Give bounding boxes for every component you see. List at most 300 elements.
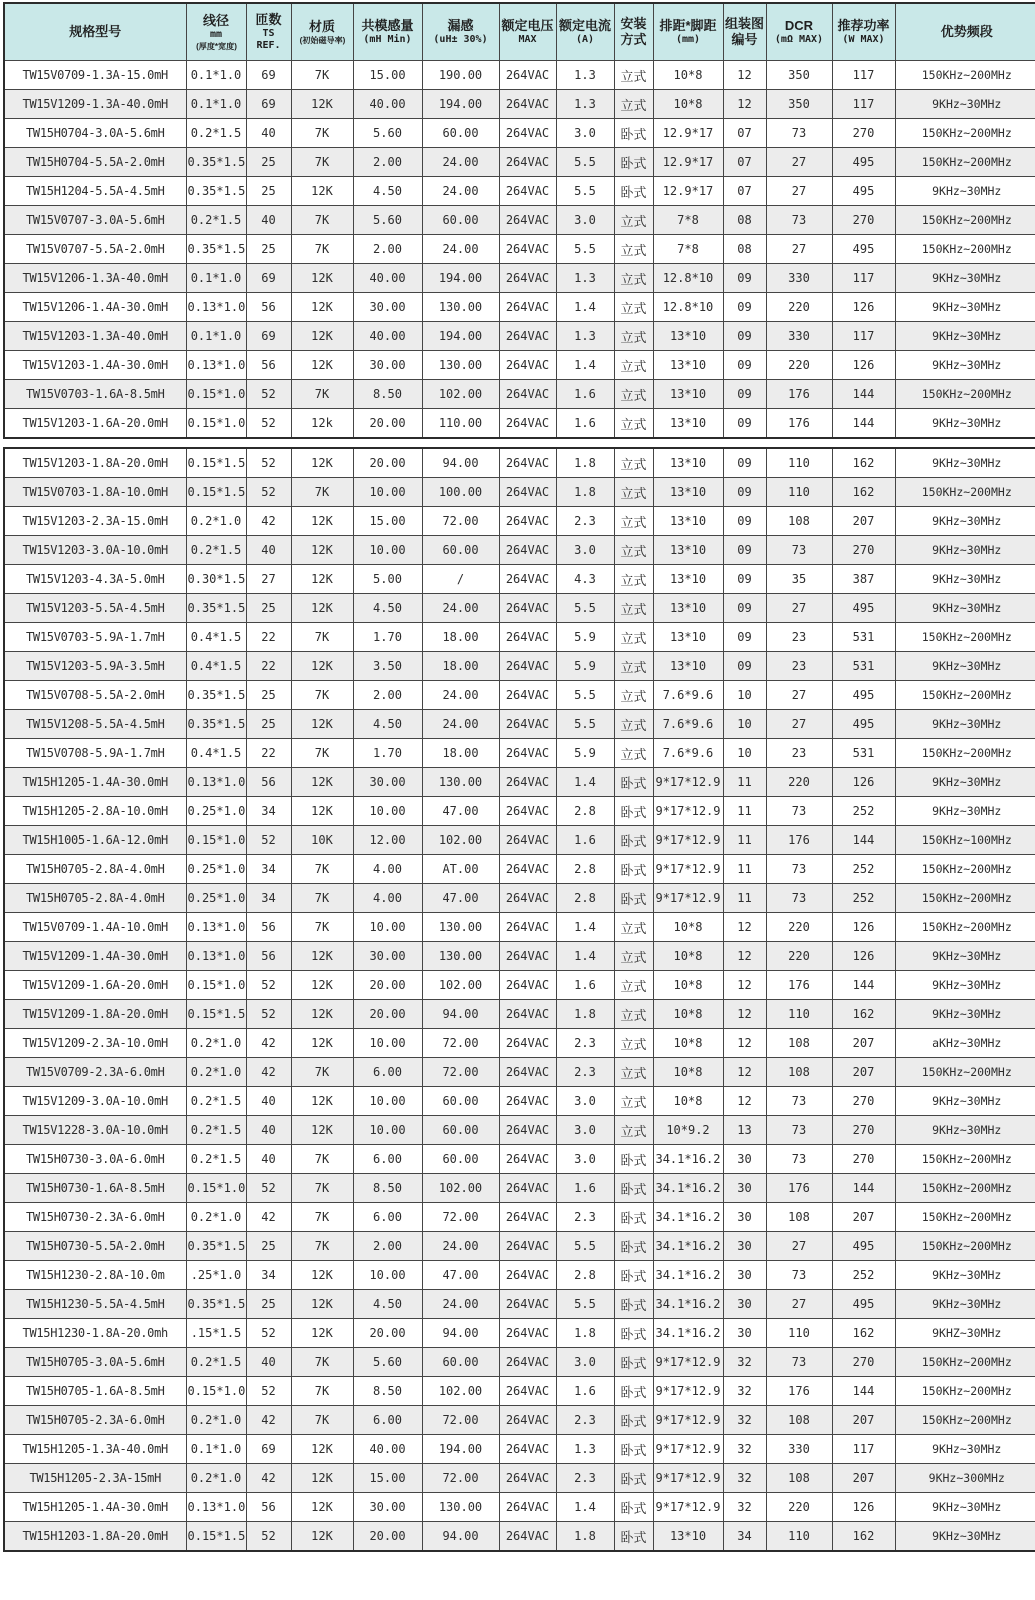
table-row xyxy=(4,351,1035,380)
cell-dcr: 73 xyxy=(766,1145,832,1174)
table-row xyxy=(4,206,1035,235)
cell-mount: 卧式 xyxy=(614,884,653,913)
cell-wire: .15*1.5 xyxy=(186,1319,246,1348)
cell-cm_inductance: 40.00 xyxy=(353,90,422,119)
cell-dcr: 73 xyxy=(766,1348,832,1377)
cell-current: 1.4 xyxy=(556,768,614,797)
cell-voltage: 264VAC xyxy=(499,380,556,409)
cell-power: 252 xyxy=(832,855,895,884)
cell-cm_inductance: 30.00 xyxy=(353,1493,422,1522)
table-body-block-1 xyxy=(4,61,1035,439)
cell-model: TW15V1228-3.0A-10.0mH xyxy=(4,1116,186,1145)
cell-voltage: 264VAC xyxy=(499,1000,556,1029)
cell-mount: 立式 xyxy=(614,322,653,351)
cell-material: 12K xyxy=(291,1087,353,1116)
cell-mount: 卧式 xyxy=(614,148,653,177)
cell-current: 5.9 xyxy=(556,623,614,652)
cell-dcr: 110 xyxy=(766,1319,832,1348)
cell-power: 144 xyxy=(832,971,895,1000)
cell-power: 207 xyxy=(832,1406,895,1435)
cell-material: 7K xyxy=(291,1377,353,1406)
cell-power: 495 xyxy=(832,710,895,739)
cell-current: 2.3 xyxy=(556,1464,614,1493)
cell-cm_inductance: 6.00 xyxy=(353,1203,422,1232)
cell-leakage: 24.00 xyxy=(422,1232,499,1261)
cell-power: 207 xyxy=(832,1203,895,1232)
table-row xyxy=(4,913,1035,942)
cell-drawing_no: 08 xyxy=(723,235,766,264)
cell-current: 5.5 xyxy=(556,235,614,264)
cell-material: 12k xyxy=(291,409,353,439)
cell-material: 7K xyxy=(291,1145,353,1174)
cell-band: 150KHz~200MHz xyxy=(895,235,1035,264)
cell-leakage: 72.00 xyxy=(422,1464,499,1493)
cell-wire: 0.2*1.5 xyxy=(186,536,246,565)
cell-pitch: 10*8 xyxy=(653,1029,723,1058)
cell-pitch: 13*10 xyxy=(653,448,723,478)
cell-material: 12K xyxy=(291,797,353,826)
cell-voltage: 264VAC xyxy=(499,1116,556,1145)
cell-band: 9KHz~30MHz xyxy=(895,322,1035,351)
cell-mount: 立式 xyxy=(614,623,653,652)
cell-leakage: 72.00 xyxy=(422,507,499,536)
cell-drawing_no: 09 xyxy=(723,448,766,478)
table-body-block-2 xyxy=(4,448,1035,1551)
cell-voltage: 264VAC xyxy=(499,293,556,322)
cell-band: 9KHz~30MHz xyxy=(895,409,1035,439)
cell-turns: 42 xyxy=(246,1203,291,1232)
cell-material: 7K xyxy=(291,1058,353,1087)
cell-power: 270 xyxy=(832,1145,895,1174)
cell-power: 270 xyxy=(832,1087,895,1116)
cell-model: TW15V1203-5.5A-4.5mH xyxy=(4,594,186,623)
cell-power: 162 xyxy=(832,478,895,507)
cell-band: 9KHz~30MHz xyxy=(895,652,1035,681)
cell-cm_inductance: 40.00 xyxy=(353,322,422,351)
cell-drawing_no: 11 xyxy=(723,768,766,797)
cell-drawing_no: 09 xyxy=(723,264,766,293)
cell-band: 150KHz~200MHz xyxy=(895,1203,1035,1232)
cell-leakage: 24.00 xyxy=(422,594,499,623)
cell-material: 12K xyxy=(291,351,353,380)
cell-band: 9KHz~30MHz xyxy=(895,536,1035,565)
cell-cm_inductance: 2.00 xyxy=(353,681,422,710)
cell-material: 7K xyxy=(291,148,353,177)
cell-cm_inductance: 4.00 xyxy=(353,855,422,884)
cell-cm_inductance: 10.00 xyxy=(353,1116,422,1145)
cell-current: 1.6 xyxy=(556,409,614,439)
cell-band: 150KHz~200MHz xyxy=(895,855,1035,884)
cell-pitch: 9*17*12.9 xyxy=(653,1348,723,1377)
cell-wire: 0.4*1.5 xyxy=(186,623,246,652)
cell-voltage: 264VAC xyxy=(499,1290,556,1319)
cell-pitch: 34.1*16.2 xyxy=(653,1145,723,1174)
cell-band: 9KHz~30MHz xyxy=(895,90,1035,119)
cell-turns: 56 xyxy=(246,913,291,942)
cell-band: 150KHz~200MHz xyxy=(895,1058,1035,1087)
cell-pitch: 13*10 xyxy=(653,507,723,536)
cell-voltage: 264VAC xyxy=(499,351,556,380)
cell-leakage: 94.00 xyxy=(422,1000,499,1029)
cell-wire: 0.2*1.0 xyxy=(186,507,246,536)
cell-leakage: 47.00 xyxy=(422,797,499,826)
cell-turns: 69 xyxy=(246,90,291,119)
cell-wire: 0.25*1.0 xyxy=(186,884,246,913)
cell-power: 531 xyxy=(832,739,895,768)
cell-current: 1.6 xyxy=(556,1377,614,1406)
cell-leakage: 24.00 xyxy=(422,1290,499,1319)
cell-power: 387 xyxy=(832,565,895,594)
cell-leakage: 190.00 xyxy=(422,61,499,90)
cell-leakage: 72.00 xyxy=(422,1406,499,1435)
cell-cm_inductance: 30.00 xyxy=(353,293,422,322)
cell-model: TW15V1209-3.0A-10.0mH xyxy=(4,1087,186,1116)
cell-current: 3.0 xyxy=(556,206,614,235)
cell-cm_inductance: 30.00 xyxy=(353,768,422,797)
cell-pitch: 9*17*12.9 xyxy=(653,768,723,797)
cell-dcr: 350 xyxy=(766,61,832,90)
cell-power: 117 xyxy=(832,90,895,119)
cell-drawing_no: 32 xyxy=(723,1493,766,1522)
cell-current: 1.4 xyxy=(556,913,614,942)
cell-leakage: 24.00 xyxy=(422,710,499,739)
cell-current: 1.8 xyxy=(556,478,614,507)
cell-leakage: 94.00 xyxy=(422,448,499,478)
cell-drawing_no: 10 xyxy=(723,739,766,768)
cell-dcr: 220 xyxy=(766,351,832,380)
cell-cm_inductance: 6.00 xyxy=(353,1406,422,1435)
cell-wire: 0.35*1.5 xyxy=(186,148,246,177)
cell-leakage: 60.00 xyxy=(422,536,499,565)
table-row xyxy=(4,710,1035,739)
cell-material: 7K xyxy=(291,235,353,264)
cell-voltage: 264VAC xyxy=(499,61,556,90)
cell-voltage: 264VAC xyxy=(499,206,556,235)
cell-cm_inductance: 10.00 xyxy=(353,536,422,565)
cell-drawing_no: 30 xyxy=(723,1145,766,1174)
cell-leakage: 60.00 xyxy=(422,206,499,235)
cell-pitch: 13*10 xyxy=(653,565,723,594)
cell-band: 9KHz~30MHz xyxy=(895,971,1035,1000)
cell-leakage: 110.00 xyxy=(422,409,499,439)
table-row xyxy=(4,478,1035,507)
cell-voltage: 264VAC xyxy=(499,1348,556,1377)
cell-cm_inductance: 8.50 xyxy=(353,380,422,409)
cell-dcr: 110 xyxy=(766,448,832,478)
cell-voltage: 264VAC xyxy=(499,1319,556,1348)
cell-current: 3.0 xyxy=(556,119,614,148)
cell-pitch: 12.9*17 xyxy=(653,148,723,177)
cell-wire: 0.13*1.0 xyxy=(186,942,246,971)
cell-voltage: 264VAC xyxy=(499,177,556,206)
cell-dcr: 110 xyxy=(766,478,832,507)
cell-model: TW15V1206-1.3A-40.0mH xyxy=(4,264,186,293)
cell-wire: 0.15*1.5 xyxy=(186,1522,246,1552)
cell-current: 1.3 xyxy=(556,264,614,293)
cell-pitch: 34.1*16.2 xyxy=(653,1319,723,1348)
cell-leakage: 194.00 xyxy=(422,264,499,293)
cell-material: 12K xyxy=(291,768,353,797)
cell-mount: 立式 xyxy=(614,409,653,439)
cell-wire: 0.4*1.5 xyxy=(186,739,246,768)
table-row xyxy=(4,1145,1035,1174)
cell-drawing_no: 09 xyxy=(723,565,766,594)
cell-mount: 卧式 xyxy=(614,1464,653,1493)
cell-band: 150KHz~200MHz xyxy=(895,206,1035,235)
cell-pitch: 7.6*9.6 xyxy=(653,681,723,710)
cell-model: TW15H0704-5.5A-2.0mH xyxy=(4,148,186,177)
cell-dcr: 108 xyxy=(766,1464,832,1493)
cell-leakage: 130.00 xyxy=(422,293,499,322)
cell-model: TW15V0709-1.4A-10.0mH xyxy=(4,913,186,942)
cell-wire: 0.1*1.0 xyxy=(186,90,246,119)
cell-turns: 34 xyxy=(246,1261,291,1290)
cell-voltage: 264VAC xyxy=(499,264,556,293)
cell-turns: 56 xyxy=(246,1493,291,1522)
cell-band: 9KHz~30MHz xyxy=(895,1261,1035,1290)
cell-drawing_no: 09 xyxy=(723,536,766,565)
column-header-pitch: 排距*脚距 (mm) xyxy=(653,3,723,61)
cell-wire: 0.15*1.0 xyxy=(186,1377,246,1406)
cell-cm_inductance: 8.50 xyxy=(353,1174,422,1203)
cell-dcr: 220 xyxy=(766,942,832,971)
cell-material: 12K xyxy=(291,1464,353,1493)
cell-current: 2.8 xyxy=(556,797,614,826)
cell-material: 7K xyxy=(291,1232,353,1261)
column-header-cm_inductance: 共模感量 (mH Min) xyxy=(353,3,422,61)
cell-cm_inductance: 5.60 xyxy=(353,119,422,148)
cell-dcr: 23 xyxy=(766,739,832,768)
cell-band: 150KHz~200MHz xyxy=(895,380,1035,409)
cell-mount: 卧式 xyxy=(614,1290,653,1319)
cell-voltage: 264VAC xyxy=(499,826,556,855)
cell-model: TW15H1203-1.8A-20.0mH xyxy=(4,1522,186,1552)
cell-turns: 25 xyxy=(246,177,291,206)
block-divider xyxy=(3,439,1032,447)
cell-band: 9KHz~30MHz xyxy=(895,293,1035,322)
cell-leakage: 102.00 xyxy=(422,1174,499,1203)
cell-drawing_no: 07 xyxy=(723,177,766,206)
cell-power: 495 xyxy=(832,235,895,264)
cell-dcr: 23 xyxy=(766,652,832,681)
cell-wire: 0.35*1.5 xyxy=(186,1290,246,1319)
cell-turns: 34 xyxy=(246,797,291,826)
column-header-current: 额定电流 (A) xyxy=(556,3,614,61)
cell-drawing_no: 32 xyxy=(723,1348,766,1377)
cell-voltage: 264VAC xyxy=(499,942,556,971)
cell-material: 7K xyxy=(291,1406,353,1435)
cell-wire: 0.35*1.5 xyxy=(186,1232,246,1261)
table-row xyxy=(4,565,1035,594)
cell-pitch: 13*10 xyxy=(653,409,723,439)
cell-material: 7K xyxy=(291,1203,353,1232)
cell-voltage: 264VAC xyxy=(499,1087,556,1116)
cell-dcr: 220 xyxy=(766,293,832,322)
cell-voltage: 264VAC xyxy=(499,1522,556,1552)
cell-current: 1.8 xyxy=(556,448,614,478)
cell-wire: 0.2*1.0 xyxy=(186,1058,246,1087)
cell-band: 9KHz~30MHz xyxy=(895,1000,1035,1029)
cell-wire: 0.13*1.0 xyxy=(186,1493,246,1522)
cell-turns: 52 xyxy=(246,826,291,855)
cell-drawing_no: 07 xyxy=(723,148,766,177)
cell-model: TW15H1205-1.4A-30.0mH xyxy=(4,768,186,797)
cell-material: 7K xyxy=(291,884,353,913)
cell-material: 7K xyxy=(291,206,353,235)
cell-pitch: 9*17*12.9 xyxy=(653,1435,723,1464)
table-row xyxy=(4,1290,1035,1319)
cell-turns: 40 xyxy=(246,206,291,235)
cell-dcr: 27 xyxy=(766,235,832,264)
cell-wire: 0.4*1.5 xyxy=(186,652,246,681)
cell-leakage: 102.00 xyxy=(422,380,499,409)
table-header xyxy=(4,3,1035,61)
cell-drawing_no: 11 xyxy=(723,884,766,913)
cell-cm_inductance: 8.50 xyxy=(353,1377,422,1406)
cell-material: 12K xyxy=(291,177,353,206)
cell-dcr: 73 xyxy=(766,1087,832,1116)
cell-wire: 0.1*1.0 xyxy=(186,322,246,351)
cell-drawing_no: 32 xyxy=(723,1406,766,1435)
cell-mount: 立式 xyxy=(614,264,653,293)
cell-voltage: 264VAC xyxy=(499,768,556,797)
cell-model: TW15H0730-1.6A-8.5mH xyxy=(4,1174,186,1203)
cell-current: 4.3 xyxy=(556,565,614,594)
cell-drawing_no: 30 xyxy=(723,1290,766,1319)
cell-model: TW15V1208-5.5A-4.5mH xyxy=(4,710,186,739)
cell-dcr: 176 xyxy=(766,380,832,409)
cell-material: 7K xyxy=(291,623,353,652)
cell-power: 495 xyxy=(832,1290,895,1319)
cell-wire: 0.2*1.5 xyxy=(186,1087,246,1116)
table-row xyxy=(4,177,1035,206)
cell-wire: 0.25*1.0 xyxy=(186,855,246,884)
cell-model: TW15H1205-1.4A-30.0mH xyxy=(4,1493,186,1522)
cell-material: 12K xyxy=(291,448,353,478)
cell-model: TW15V1203-1.6A-20.0mH xyxy=(4,409,186,439)
cell-power: 207 xyxy=(832,1058,895,1087)
cell-dcr: 220 xyxy=(766,768,832,797)
cell-cm_inductance: 12.00 xyxy=(353,826,422,855)
cell-turns: 40 xyxy=(246,536,291,565)
cell-pitch: 13*10 xyxy=(653,1522,723,1552)
cell-power: 126 xyxy=(832,942,895,971)
cell-turns: 40 xyxy=(246,1116,291,1145)
cell-mount: 立式 xyxy=(614,536,653,565)
cell-pitch: 10*8 xyxy=(653,971,723,1000)
cell-pitch: 34.1*16.2 xyxy=(653,1261,723,1290)
cell-model: TW15V0703-5.9A-1.7mH xyxy=(4,623,186,652)
cell-dcr: 176 xyxy=(766,1377,832,1406)
cell-model: TW15H0705-1.6A-8.5mH xyxy=(4,1377,186,1406)
cell-voltage: 264VAC xyxy=(499,855,556,884)
cell-power: 495 xyxy=(832,177,895,206)
cell-band: 150KHz~200MHz xyxy=(895,1174,1035,1203)
cell-drawing_no: 11 xyxy=(723,855,766,884)
cell-current: 1.4 xyxy=(556,293,614,322)
cell-power: 144 xyxy=(832,1174,895,1203)
table-row xyxy=(4,148,1035,177)
cell-pitch: 10*8 xyxy=(653,61,723,90)
cell-model: TW15H1230-5.5A-4.5mH xyxy=(4,1290,186,1319)
cell-pitch: 13*10 xyxy=(653,536,723,565)
cell-current: 5.9 xyxy=(556,739,614,768)
cell-mount: 立式 xyxy=(614,1116,653,1145)
cell-band: 150KHz~200MHz xyxy=(895,1145,1035,1174)
cell-current: 1.6 xyxy=(556,1174,614,1203)
cell-voltage: 264VAC xyxy=(499,148,556,177)
cell-cm_inductance: 1.70 xyxy=(353,623,422,652)
cell-dcr: 330 xyxy=(766,1435,832,1464)
cell-pitch: 9*17*12.9 xyxy=(653,1406,723,1435)
column-header-voltage: 额定电压 MAX xyxy=(499,3,556,61)
cell-mount: 卧式 xyxy=(614,1377,653,1406)
column-header-turns: 匝数 TS REF. xyxy=(246,3,291,61)
cell-band: 150KHz~200MHz xyxy=(895,148,1035,177)
table-row xyxy=(4,594,1035,623)
cell-model: TW15H0705-2.3A-6.0mH xyxy=(4,1406,186,1435)
cell-band: 9KHz~30MHz xyxy=(895,351,1035,380)
cell-model: TW15H1205-2.3A-15mH xyxy=(4,1464,186,1493)
cell-pitch: 9*17*12.9 xyxy=(653,797,723,826)
cell-material: 7K xyxy=(291,739,353,768)
cell-band: 150KHz~200MHz xyxy=(895,119,1035,148)
cell-band: 150KHz~200MHz xyxy=(895,681,1035,710)
cell-turns: 22 xyxy=(246,739,291,768)
cell-current: 2.3 xyxy=(556,1406,614,1435)
cell-power: 126 xyxy=(832,1493,895,1522)
cell-band: aKHz~30MHz xyxy=(895,1029,1035,1058)
cell-material: 12K xyxy=(291,1522,353,1552)
table-row xyxy=(4,293,1035,322)
cell-wire: 0.2*1.5 xyxy=(186,206,246,235)
cell-power: 117 xyxy=(832,322,895,351)
cell-pitch: 7.6*9.6 xyxy=(653,710,723,739)
cell-mount: 立式 xyxy=(614,448,653,478)
cell-power: 207 xyxy=(832,1029,895,1058)
cell-drawing_no: 12 xyxy=(723,913,766,942)
header-row xyxy=(4,3,1035,61)
cell-drawing_no: 12 xyxy=(723,971,766,1000)
cell-current: 1.3 xyxy=(556,1435,614,1464)
cell-wire: 0.15*1.5 xyxy=(186,448,246,478)
cell-turns: 25 xyxy=(246,710,291,739)
cell-wire: 0.2*1.0 xyxy=(186,1203,246,1232)
cell-model: TW15H1230-2.8A-10.0m xyxy=(4,1261,186,1290)
cell-voltage: 264VAC xyxy=(499,1435,556,1464)
cell-mount: 卧式 xyxy=(614,1435,653,1464)
cell-current: 1.8 xyxy=(556,1319,614,1348)
cell-cm_inductance: 15.00 xyxy=(353,507,422,536)
cell-drawing_no: 10 xyxy=(723,710,766,739)
cell-band: 9KHz~30MHz xyxy=(895,1522,1035,1552)
cell-mount: 立式 xyxy=(614,293,653,322)
cell-dcr: 73 xyxy=(766,884,832,913)
cell-band: 150KHz~200MHz xyxy=(895,1377,1035,1406)
cell-current: 3.0 xyxy=(556,1348,614,1377)
table-row xyxy=(4,1000,1035,1029)
cell-current: 2.8 xyxy=(556,884,614,913)
table-row xyxy=(4,1029,1035,1058)
cell-mount: 立式 xyxy=(614,971,653,1000)
table-row xyxy=(4,739,1035,768)
cell-turns: 52 xyxy=(246,1174,291,1203)
cell-drawing_no: 09 xyxy=(723,380,766,409)
cell-material: 12K xyxy=(291,594,353,623)
cell-cm_inductance: 4.50 xyxy=(353,177,422,206)
cell-cm_inductance: 30.00 xyxy=(353,351,422,380)
table-row xyxy=(4,380,1035,409)
